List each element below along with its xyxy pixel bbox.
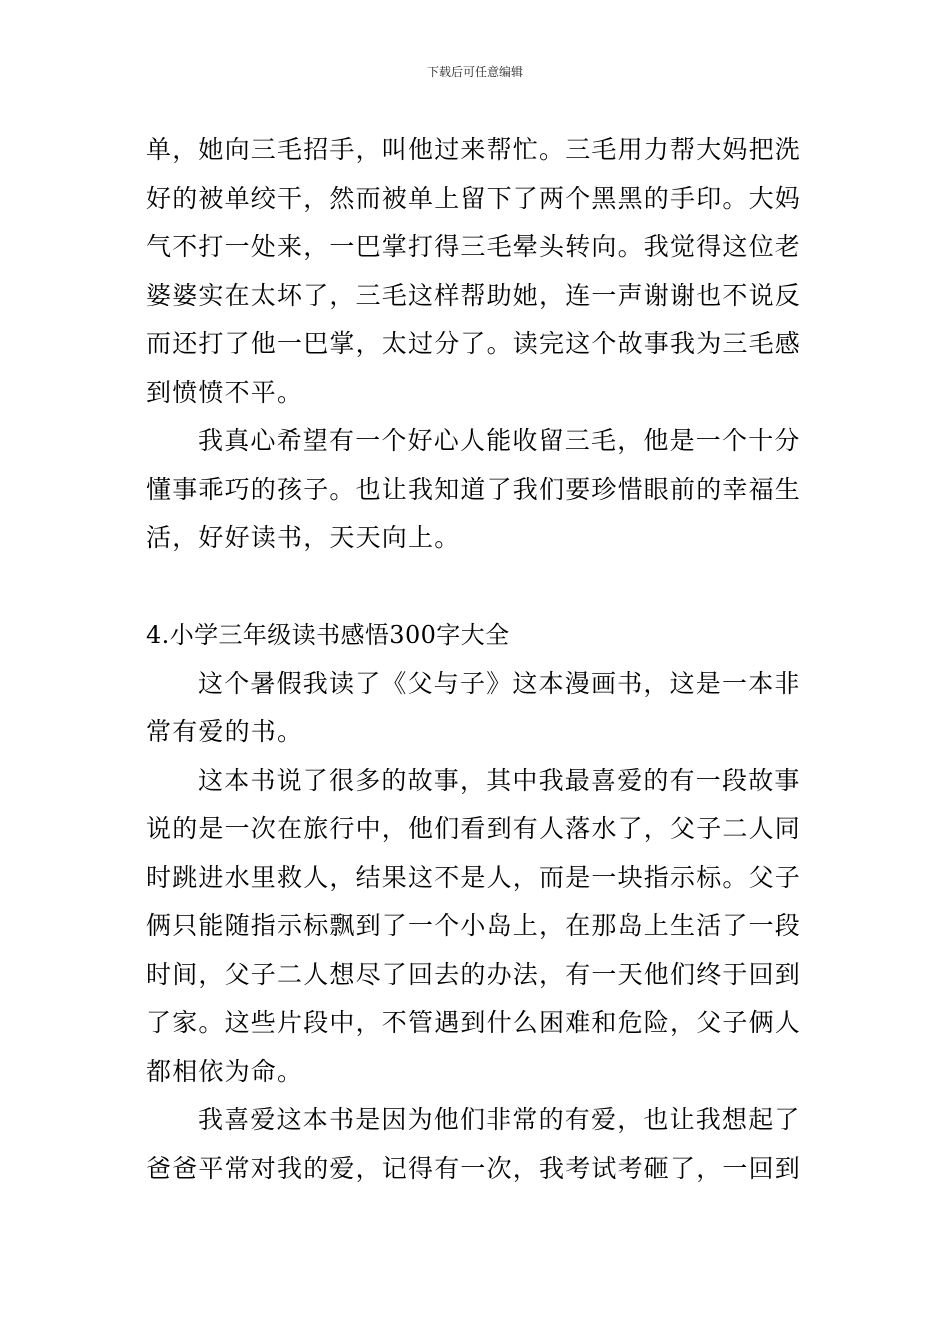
document-body <box>146 126 808 1193</box>
paragraph-4: 这本书说了很多的故事，其中我最喜爱的有一段故事说的是一次在旅行中，他们看到有人落水了，父子二人同时跳进水里救人，结果这不是人，而是一块指示标。父子俩只能随指示标飘到了一个小岛上，在那岛上生活了一段时间，父子二人想尽了回去的办法，有一天他们终于回到了家。这些片段中，不管遇到什么困难和危险，父子俩人都相依为命。 <box>146 765 802 1086</box>
section-heading: 4.小学三年级读书感悟300字大全 <box>146 621 510 649</box>
paragraph-3: 这个暑假我读了《父与子》这本漫画书，这是一本非常有爱的书。 <box>146 668 801 746</box>
paragraph-5: 我喜爱这本书是因为他们非常的有爱，也让我想起了爸爸平常对我的爱，记得有一次，我考试考砸了，一回到 <box>146 1105 802 1183</box>
paragraph-1: 单，她向三毛招手，叫他过来帮忙。三毛用力帮大妈把洗好的被单绞干，然而被单上留下了两个黑黑的手印。大妈气不打一处来，一巴掌打得三毛晕头转向。我觉得这位老婆婆实在太坏了，三毛这样帮助她，连一声谢谢也不说反而还打了他一巴掌，太过分了。读完这个故事我为三毛感到愤愤不平。 <box>146 135 802 407</box>
page-header: 下载后可任意编辑 <box>426 65 523 79</box>
paragraph-2: 我真心希望有一个好心人能收留三毛，他是一个十分懂事乖巧的孩子。也让我知道了我们要珍惜眼前的幸福生活，好好读书，天天向上。 <box>146 426 802 552</box>
blank-line <box>146 563 808 612</box>
